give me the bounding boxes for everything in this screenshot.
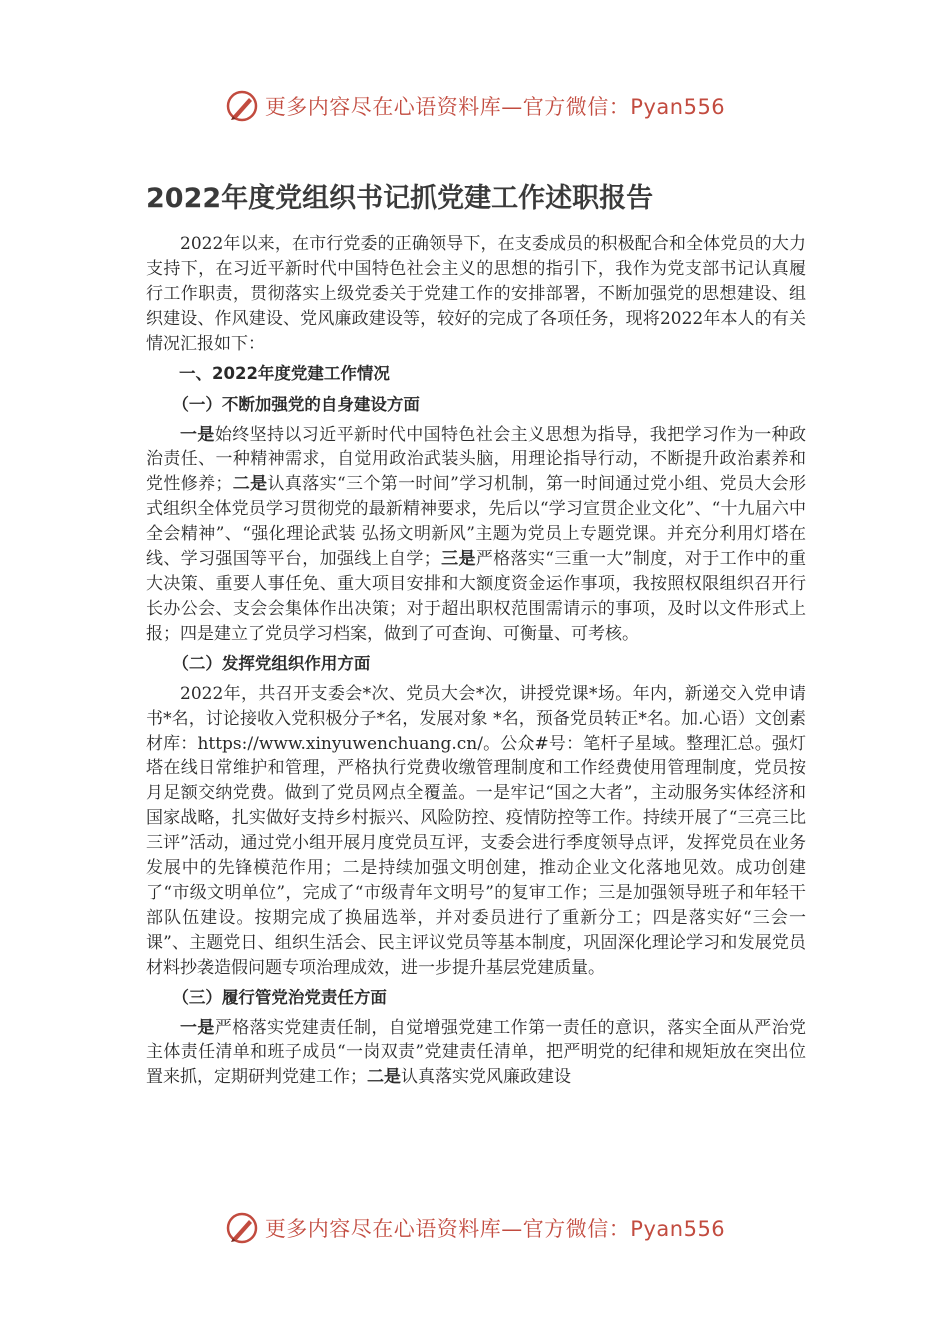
subsection-heading-3: （三）履行管党治党责任方面 (172, 987, 387, 1007)
lead-phrase: 三是 (440, 549, 476, 570)
subsection-heading-2: （二）发挥党组织作用方面 (172, 653, 371, 673)
lead-phrase: 二是 (367, 1067, 401, 1088)
subsection-2-paragraph: 2022年，共召开支委会*次、党员大会*次，讲授党课*场。年内，新递交入党申请书*名，讨论接收入党积极分子*名，发展对象 *名，预备党员转正*名。加.心语）文创素材库：https://www.xinyuwenchuang.cn/。公众#号：笔杆子星域。整理汇总。强灯塔在线日常维护和管理，严格执行党费收缴管理制度和工作经费使用管理制度，党员按月足额交纳党费。做到了党员网点全覆盖。一是牢记“国之大者”，主动服务实体经济和国家战略，扎实做好支持乡村振兴、风险防控、疫情防控等工作。持续开展了“三亮三比三评”活动，通过党小组开展月度党员互评，支委会进行季度领导点评，发挥党员在业务发展中的先锋模范作用；二是持续加强文明创建，推动企业文化落地见效。成功创建了“市级文明单位”，完成了“市级青年文明号”的复审工作；三是加强领导班子和年轻干部队伍建设。按期完成了换届选举，并对委员进行了重新分工；四是落实好“三会一课”、主题党日、组织生活会、民主评议党员等基本制度，巩固深化理论学习和发展党员材料抄袭造假问题专项治理成效，进一步提升基层党建质量。 (146, 683, 806, 978)
document-title: 2022年度党组织书记抓党建工作述职报告 (146, 183, 654, 214)
subsection-3-paragraph (146, 1016, 806, 1091)
intro-paragraph: 2022年以来，在市行党委的正确领导下，在支委成员的积极配合和全体党员的大力支持下，在习近平新时代中国特色社会主义的思想的指引下，我作为党支部书记认真履行工作职责，贯彻落实上级党委关于党建工作的安排部署，不断加强党的思想建设、组织建设、作风建设、党风廉政建设等，较好的完成了各项任务，现将2022年本人的有关情况汇报如下： (146, 234, 806, 354)
paragraph-text: 认真落实党风廉政建设 (401, 1067, 571, 1088)
subsection-1-paragraph (146, 423, 806, 647)
pen-circle-logo-icon (225, 1211, 259, 1245)
subsection-heading-1: （一）不断加强党的自身建设方面 (172, 394, 420, 414)
paragraph-text: 认真落实“三个第一时间”学习机制，第一时间通过党小组、党员大会形式组织全体党员学习贯彻党的最新精神要求，先后以“学习宣贯企业文化”、“十九届六中全会精神”、“强化理论武装 弘扬文明新风”主题为党员上专题党课。并充分利用灯塔在线、学习强国等平台，加强线上自学； (146, 474, 806, 570)
lead-phrase: 一是 (180, 424, 215, 445)
watermark-banner-bottom (0, 1208, 950, 1248)
section-heading: 一、2022年度党建工作情况 (179, 363, 390, 383)
pen-circle-logo-icon (225, 89, 259, 123)
watermark-banner-top (0, 86, 950, 126)
watermark-text: 更多内容尽在心语资料库—官方微信：Pyan556 (264, 95, 726, 119)
paragraph-text: 严格落实党建责任制，自觉增强党建工作第一责任的意识，落实全面从严治党主体责任清单和班子成员“一岗双责”党建责任清单，把严明党的纪律和规矩放在突出位置来抓，定期研判党建工作； (146, 1017, 807, 1088)
watermark-text: 更多内容尽在心语资料库—官方微信：Pyan556 (264, 1217, 726, 1241)
paragraph-text: 始终坚持以习近平新时代中国特色社会主义思想为指导，我把学习作为一种政治责任、一种精神需求，自觉用政治武装头脑，用理论指导行动，不断提升政治素养和党性修养； (146, 424, 807, 495)
lead-phrase: 二是 (232, 474, 268, 495)
lead-phrase: 一是 (180, 1017, 215, 1038)
document-body (146, 232, 806, 1090)
paragraph-text: 严格落实“三重一大”制度，对于工作中的重大决策、重要人事任免、重大项目安排和大额度资金运作事项，我按照权限组织召开行长办公会、支会会集体作出决策；对于超出职权范围需请示的事项，及时以文件形式上报；四是建立了党员学习档案，做到了可查询、可衡量、可考核。 (146, 549, 806, 644)
